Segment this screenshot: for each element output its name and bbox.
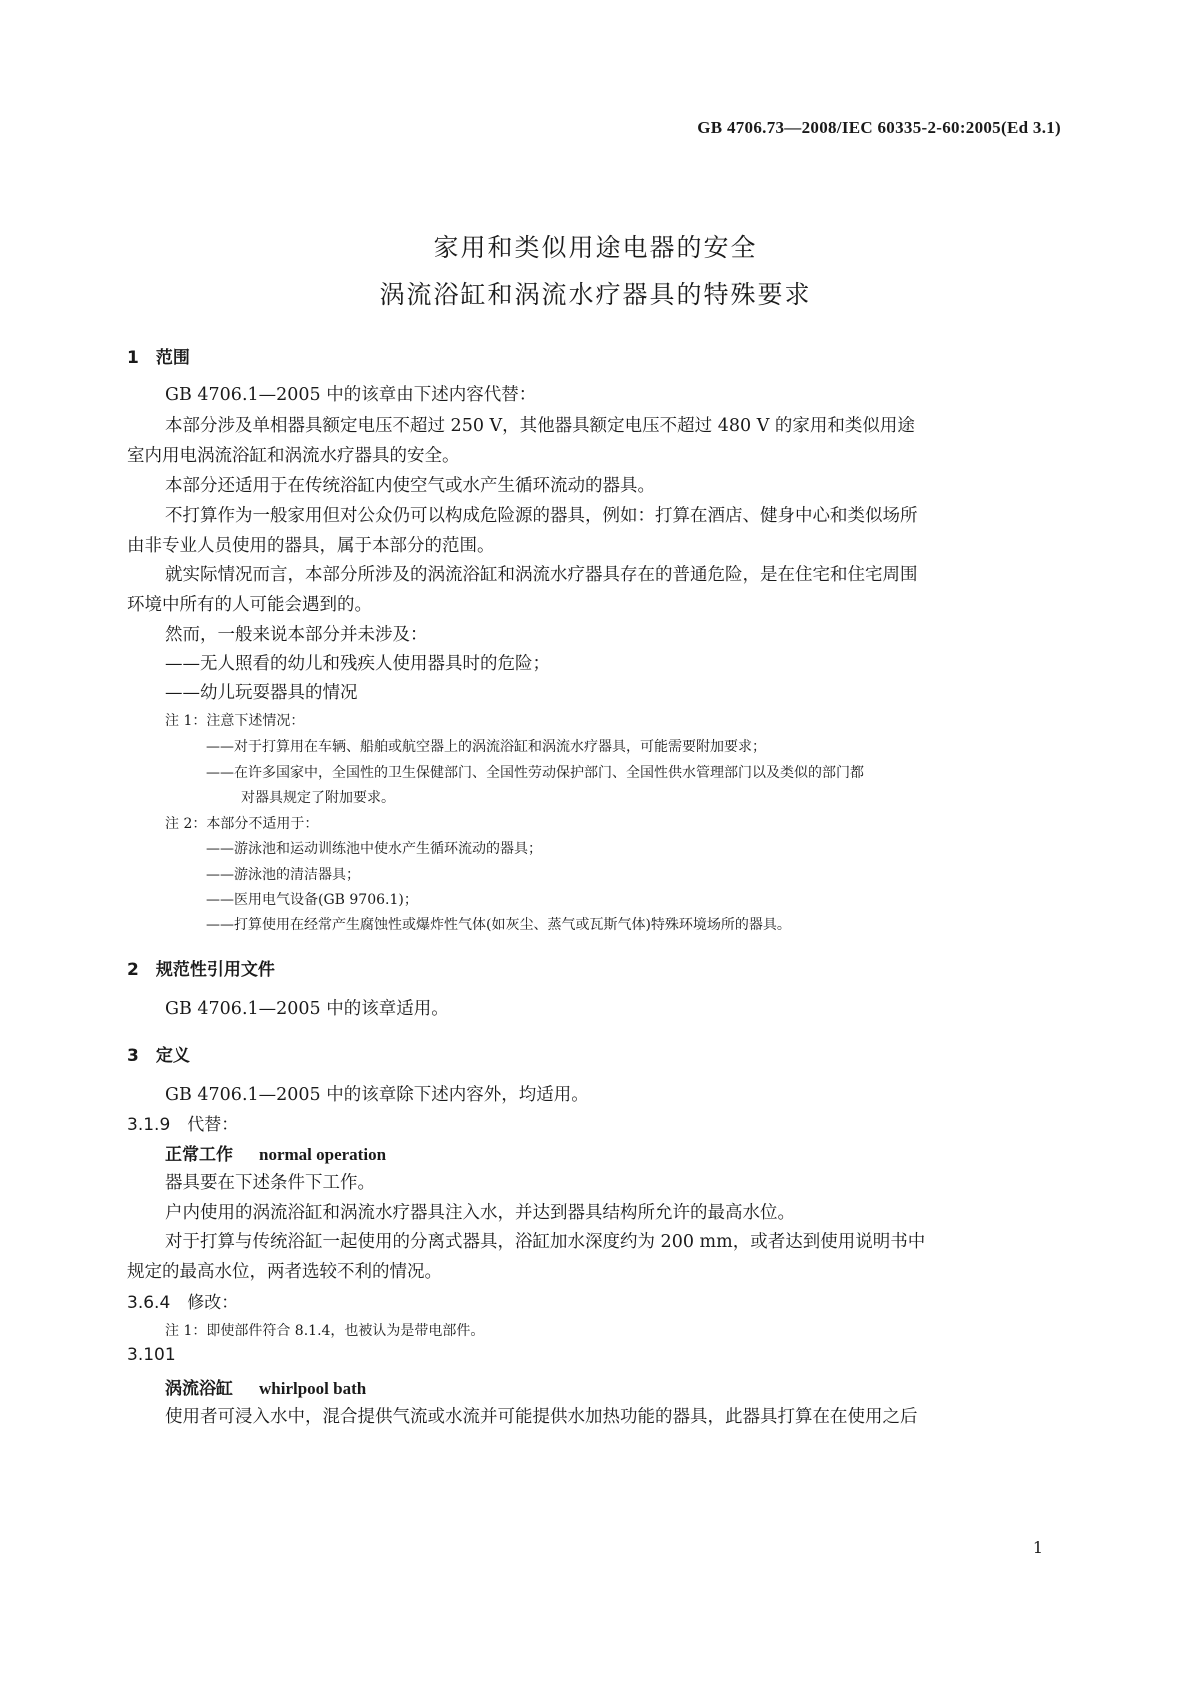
note: 注 1：注意下述情况： [165,713,305,729]
paragraph: 环境中所有的人可能会遇到的。 [127,595,372,615]
note-item: ——游泳池和运动训练池中使水产生循环流动的器具； [206,841,542,857]
note-item: 对器具规定了附加要求。 [241,790,395,806]
term-normal-operation [165,1140,386,1165]
paragraph: 室内用电涡流浴缸和涡流水疗器具的安全。 [127,446,460,466]
term-en: normal operation [259,1145,387,1164]
note-item: ——打算使用在经常产生腐蚀性或爆炸性气体(如灰尘、蒸气或瓦斯气体)特殊环境场所的器具。 [206,917,791,933]
paragraph: 器具要在下述条件下工作。 [165,1173,375,1193]
paragraph: GB 4706.1—2005 中的该章由下述内容代替： [165,385,537,405]
document-title-line1: 家用和类似用途电器的安全 [433,233,758,262]
section-3-heading: 3 定义 [127,1046,190,1066]
list-item: ——无人照看的幼儿和残疾人使用器具时的危险； [165,654,550,674]
term-whirlpool-bath [165,1374,366,1399]
paragraph: 由非专业人员使用的器具，属于本部分的范围。 [127,536,495,556]
clause-3-1-9: 3.1.9 代替： [127,1115,239,1135]
document-title-line2: 涡流浴缸和涡流水疗器具的特殊要求 [379,280,812,309]
section-2-heading: 2 规范性引用文件 [127,960,275,980]
standard-number-header: GB 4706.73—2008/IEC 60335-2-60:2005(Ed 3.1) [697,118,1061,137]
paragraph: 然而，一般来说本部分并未涉及： [165,625,428,645]
term-en: whirlpool bath [259,1379,367,1398]
paragraph: 不打算作为一般家用但对公众仍可以构成危险源的器具，例如：打算在酒店、健身中心和类似场所 [165,506,918,526]
paragraph: 规定的最高水位，两者选较不利的情况。 [127,1262,442,1282]
note-item: ——医用电气设备(GB 9706.1)； [206,892,418,908]
paragraph: GB 4706.1—2005 中的该章除下述内容外，均适用。 [165,1085,589,1105]
paragraph: 本部分涉及单相器具额定电压不超过 250 V，其他器具额定电压不超过 480 V 的家用和类似用途 [165,416,915,436]
note-item: ——对于打算用在车辆、船舶或航空器上的涡流浴缸和涡流水疗器具，可能需要附加要求； [206,739,766,755]
clause-3-101: 3.101 [127,1345,176,1365]
clause-3-6-4: 3.6.4 修改： [127,1293,239,1313]
term-cn: 涡流浴缸 [165,1379,233,1399]
paragraph: GB 4706.1—2005 中的该章适用。 [165,999,449,1019]
paragraph: 对于打算与传统浴缸一起使用的分离式器具，浴缸加水深度约为 200 mm，或者达到使用说明书中 [165,1232,926,1252]
list-item: ——幼儿玩耍器具的情况 [165,683,358,703]
paragraph: 本部分还适用于在传统浴缸内使空气或水产生循环流动的器具。 [165,476,655,496]
page-number: 1 [1032,1538,1043,1557]
paragraph: 使用者可浸入水中，混合提供气流或水流并可能提供水加热功能的器具，此器具打算在在使用之后 [165,1407,918,1427]
note: 注 2：本部分不适用于： [165,816,319,832]
paragraph: 户内使用的涡流浴缸和涡流水疗器具注入水，并达到器具结构所允许的最高水位。 [165,1203,795,1223]
note: 注 1：即使部件符合 8.1.4，也被认为是带电部件。 [165,1323,485,1339]
paragraph: 就实际情况而言，本部分所涉及的涡流浴缸和涡流水疗器具存在的普通危险，是在住宅和住宅周围 [165,565,918,585]
term-cn: 正常工作 [165,1145,233,1165]
note-item: ——游泳池的清洁器具； [206,867,360,883]
section-1-heading: 1 范围 [127,348,190,368]
note-item: ——在许多国家中，全国性的卫生保健部门、全国性劳动保护部门、全国性供水管理部门以及类似的部门都 [206,765,864,781]
